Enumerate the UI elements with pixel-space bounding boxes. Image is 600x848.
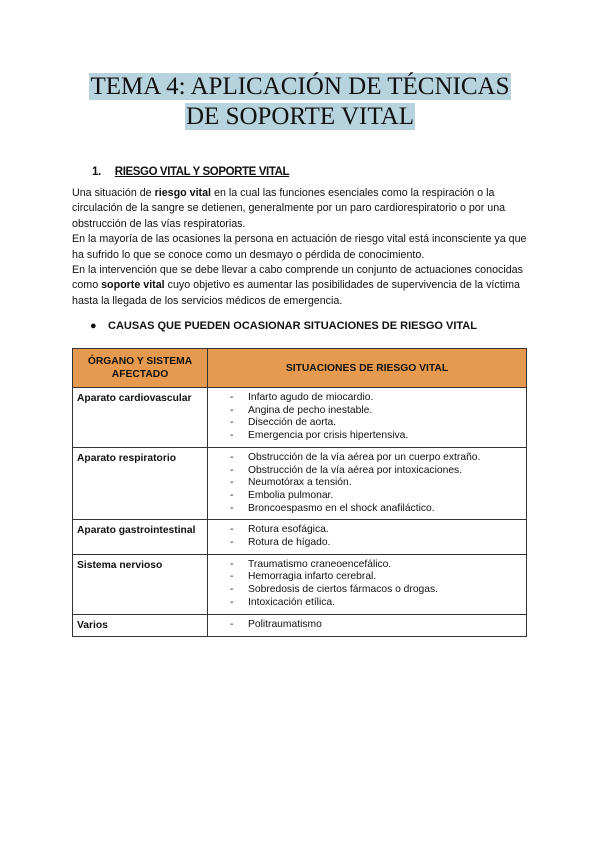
organ-cell: Varios (73, 614, 208, 636)
organ-cell: Sistema nervioso (73, 554, 208, 614)
list-item: - Rotura esofágica. (230, 524, 522, 537)
paragraph-3 (72, 263, 532, 309)
paragraph-3-end: cuyo objetivo es aumentar las posibilidades de supervivencia de la víctima hasta la llegada de los servicios médicos de emergencia. (72, 279, 520, 307)
situations-list (230, 452, 522, 516)
list-item: - Politraumatismo (230, 619, 522, 632)
causes-heading-text: CAUSAS QUE PUEDEN OCASIONAR SITUACIONES DE RIESGO VITAL (108, 320, 477, 332)
situations-cell (208, 614, 527, 636)
list-item: - Angina de pecho inestable. (230, 405, 522, 418)
organ-column-header: ÓRGANO Y SISTEMA AFECTADO (73, 349, 208, 388)
paragraph-3-bold: soporte vital (101, 279, 165, 292)
table-row (73, 554, 527, 614)
table-row (73, 614, 527, 636)
situations-cell (208, 520, 527, 554)
table-row (73, 447, 527, 520)
title-line-1: TEMA 4: APLICACIÓN DE TÉCNICAS (90, 73, 510, 100)
situations-cell (208, 447, 527, 520)
list-item: - Broncoespasmo en el shock anafiláctico. (230, 503, 522, 516)
paragraph-1 (72, 186, 532, 232)
list-item: - Intoxicación etílica. (230, 597, 522, 610)
paragraph-1-bold: riesgo vital (154, 187, 212, 199)
list-item: - Rotura de hígado. (230, 537, 522, 550)
table-header-row (73, 349, 527, 388)
intro-text (72, 186, 532, 309)
situations-list (230, 524, 522, 549)
situations-list (230, 619, 522, 632)
paragraph-3-start: En la intervención que se debe llevar a cabo comprende un conjunto de actuaciones conocidas como (72, 264, 523, 292)
page-title (0, 72, 600, 132)
situations-list (230, 559, 522, 610)
organ-cell: Aparato respiratorio (73, 447, 208, 520)
paragraph-1-start: Una situación de (72, 187, 155, 199)
list-item: - Traumatismo craneoencefálico. (230, 559, 522, 572)
situations-cell (208, 388, 527, 448)
organ-cell: Aparato cardiovascular (73, 388, 208, 448)
list-item: - Infarto agudo de miocardio. (230, 392, 522, 405)
list-item: - Embolia pulmonar. (230, 490, 522, 503)
paragraph-1-end: en la cual las funciones esenciales como la respiración o la circulación de la sangre se detienen, generalmente por un paro cardiorespiratorio o por una obstrucción de las vías respiratorias. (72, 187, 506, 230)
organ-cell: Aparato gastrointestinal (73, 520, 208, 554)
list-item: - Sobredosis de ciertos fármacos o drogas. (230, 584, 522, 597)
list-item: - Hemorragia infarto cerebral. (230, 571, 522, 584)
section-heading (92, 166, 289, 178)
table-row (73, 388, 527, 448)
list-item: - Emergencia por crisis hipertensiva. (230, 430, 522, 443)
section-number: 1. (92, 166, 101, 178)
bullet-icon: ● (90, 320, 97, 332)
section-heading-text: RIESGO VITAL Y SOPORTE VITAL (114, 166, 290, 178)
situations-column-header: SITUACIONES DE RIESGO VITAL (208, 349, 527, 388)
situations-cell (208, 554, 527, 614)
list-item: - Obstrucción de la vía aérea por intoxicaciones. (230, 465, 522, 478)
risk-table (72, 348, 527, 637)
list-item: - Neumotórax a tensión. (230, 477, 522, 490)
list-item: - Obstrucción de la vía aérea por un cuerpo extraño. (230, 452, 522, 465)
list-item: - Disección de aorta. (230, 417, 522, 430)
paragraph-2: En la mayoría de las ocasiones la persona en actuación de riesgo vital está inconsciente ya que ha sufrido lo que se conoce como un desmayo o pérdida de conocimiento. (72, 233, 527, 261)
table-row (73, 520, 527, 554)
situations-list (230, 392, 522, 443)
causes-heading (90, 320, 477, 332)
title-line-2: DE SOPORTE VITAL (186, 103, 414, 130)
